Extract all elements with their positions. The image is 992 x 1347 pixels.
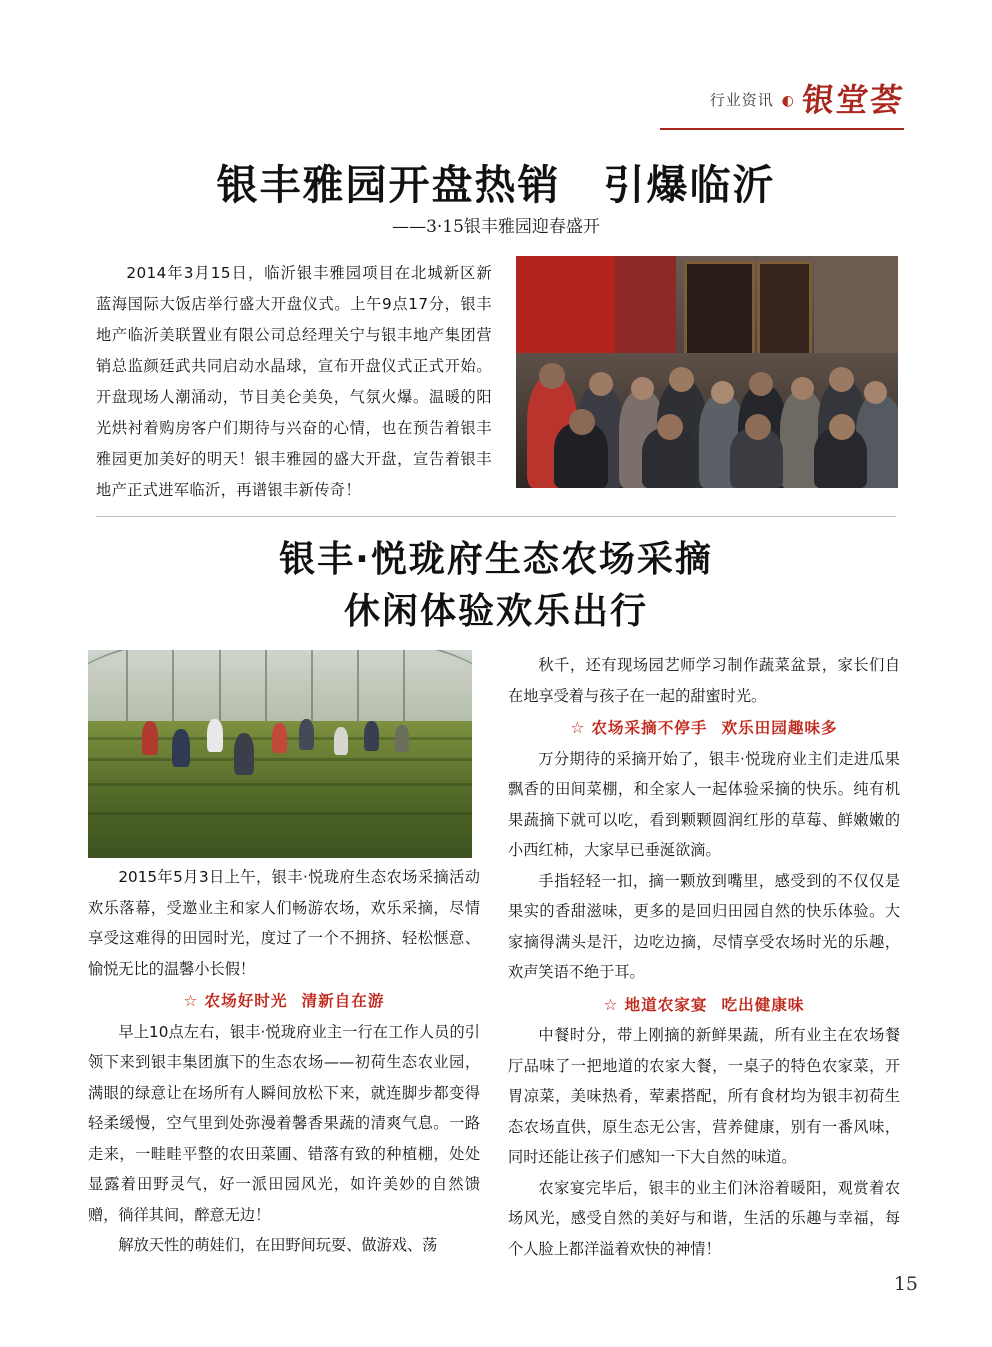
article1-body <box>96 258 492 506</box>
article1-paragraph: 2014年3月15日，临沂银丰雅园项目在北城新区新蓝海国际大饭店举行盛大开盘仪式。上午9点17分，银丰地产临沂美联置业有限公司总经理关宁与银丰地产集团营销总监颜廷武共同启动水晶球，宣布开盘仪式正式开始。开盘现场人潮涌动，节目美仑美奂，气氛火爆。温暖的阳光烘衬着购房客户们期待与兴奋的心情，也在预告着银丰雅园更加美好的明天！银丰雅园的盛大开盘，宣告着银丰地产正式进军临沂，再谱银丰新传奇！ <box>96 264 492 499</box>
star-icon: ☆ <box>603 995 619 1014</box>
article1-title: 银丰雅园开盘热销 引爆临沂 <box>216 161 776 209</box>
article2-right-column <box>508 650 900 1264</box>
article2-title-line1: 银丰·悦珑府生态农场采摘 <box>279 539 713 580</box>
page-header <box>709 81 906 119</box>
article2-left-column <box>88 862 480 1261</box>
header-divider <box>660 128 904 130</box>
article2-title <box>96 534 896 638</box>
star-icon: ☆ <box>570 719 586 737</box>
subhead-picking-fun: ☆ 农场采摘不停手 欢乐田园趣味多 <box>570 719 838 737</box>
paragraph: 农家宴完毕后，银丰的业主们沐浴着暖阳，观赏着农场风光，感受自然的美好与和谐，生活的乐趣与幸福，每个人脸上都洋溢着欢快的神情！ <box>508 1178 900 1258</box>
diamond-icon: ◐ <box>781 93 794 109</box>
paragraph: 2015年5月3日上午，银丰·悦珑府生态农场采摘活动欢乐落幕，受邀业主和家人们畅游农场，欢乐采摘，尽情享受这难得的田园时光，度过了一个不拥挤、轻松惬意、愉悦无比的温馨小长假！ <box>88 868 480 978</box>
article2-photo <box>88 650 472 858</box>
article1-subtitle: ——3·15银丰雅园迎春盛开 <box>392 217 600 237</box>
section-divider <box>96 516 896 517</box>
subhead-farm-goodtime: ☆ 农场好时光 清新自在游 <box>183 992 385 1010</box>
section-label: 行业资讯 <box>709 91 774 109</box>
paragraph: 解放天性的萌娃们，在田野间玩耍、做游戏、荡 <box>118 1236 438 1254</box>
subhead-farm-feast: ☆ 地道农家宴 吃出健康味 <box>603 995 805 1014</box>
paragraph: 手指轻轻一扣，摘一颗放到嘴里，感受到的不仅仅是果实的香甜滋味，更多的是回归田园自然的快乐体验。大家摘得满头是汗，边吃边摘，尽情享受农场时光的乐趣，欢声笑语不绝于耳。 <box>508 871 900 981</box>
paragraph: 早上10点左右，银丰·悦珑府业主一行在工作人员的引领下来到银丰集团旗下的生态农场——初荷生态农业园，满眼的绿意让在场所有人瞬间放松下来，就连脚步都变得轻柔缓慢，空气里到处弥漫着馨香果蔬的清爽气息。一路走来，一畦畦平整的农田菜圃、错落有致的种植棚，处处显露着田野灵气，好一派田园风光，如许美妙的自然馈赠，徜徉其间，醉意无边！ <box>88 1022 480 1224</box>
paragraph: 中餐时分，带上刚摘的新鲜果蔬，所有业主在农场餐厅品味了一把地道的农家大餐，一桌子的特色农家菜，开胃凉菜，美味热肴，荤素搭配，所有食材均为银丰初荷生态农场直供，原生态无公害，营养健康，别有一番风味，同时还能让孩子们感知一下大自然的味道。 <box>508 1026 900 1166</box>
paragraph: 秋千，还有现场园艺师学习制作蔬菜盆景，家长们自在地享受着与孩子在一起的甜蜜时光。 <box>508 656 900 705</box>
brand-logo: 银堂荟 <box>799 81 906 119</box>
page-number: 15 <box>893 1273 918 1295</box>
paragraph: 万分期待的采摘开始了，银丰·悦珑府业主们走进瓜果飘香的田间菜棚，和全家人一起体验采摘的快乐。纯有机果蔬摘下就可以吃，看到颗颗圆润红彤的草莓、鲜嫩嫩的小西红柿，大家早已垂涎欲滴。 <box>508 749 900 859</box>
star-icon: ☆ <box>183 992 199 1010</box>
article1-photo <box>516 256 898 488</box>
article2-title-line2: 休闲体验欢乐出行 <box>343 591 648 632</box>
